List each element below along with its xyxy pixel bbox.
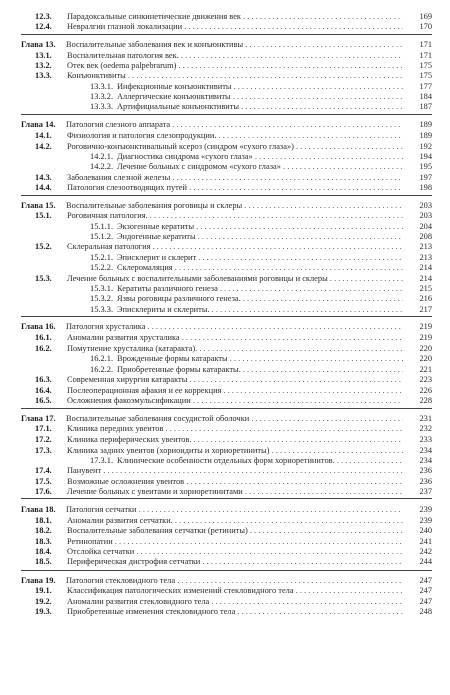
page-number: 203	[419, 201, 432, 210]
toc-entry-row[interactable]	[0, 354, 450, 364]
entry-title: Аномалии развития сетчатки. . . .	[67, 516, 403, 526]
page-number: 239	[419, 505, 432, 514]
toc-chapter-row[interactable]	[0, 414, 450, 424]
page-number: 228	[419, 396, 432, 405]
page-number: 221	[419, 365, 432, 374]
page-number: 219	[419, 322, 432, 331]
section-number: 13.1.	[35, 51, 52, 60]
toc-entry-row[interactable]	[0, 557, 450, 567]
entry-title: Патология слезного аппарата . . .	[66, 120, 403, 130]
toc-entry-row[interactable]	[0, 61, 450, 71]
subsection-number: 13.3.3.	[90, 102, 114, 111]
entry-title: Приобретенные формы катаракты. . . .	[117, 365, 403, 375]
page-number: 216	[419, 294, 432, 303]
page-number: 232	[419, 424, 432, 433]
toc-entry-row[interactable]	[0, 456, 450, 466]
toc-entry-row[interactable]	[0, 22, 450, 32]
toc-entry-row[interactable]	[0, 597, 450, 607]
subsection-number: 13.3.2.	[90, 92, 114, 101]
subsection-number: 15.3.1.	[90, 284, 114, 293]
entry-title: Панувеит . . .	[67, 466, 403, 476]
entry-title: Диагностика синдрома «сухого глаза» . . .	[117, 152, 403, 162]
section-number: 12.3.	[35, 12, 52, 21]
toc-entry-row[interactable]	[0, 305, 450, 315]
toc-entry-row[interactable]	[0, 435, 450, 445]
section-number: 17.6.	[35, 487, 52, 496]
entry-title: Лечение больных с увеитами и хориоретинитами . . .	[67, 487, 403, 497]
page-number: 198	[419, 183, 432, 192]
section-number: 14.1.	[35, 131, 52, 140]
entry-title: Склеральная патология . . .	[67, 242, 403, 252]
chapter-divider	[21, 114, 432, 115]
entry-title: Конъюнктивиты . . .	[67, 71, 403, 81]
section-number: 14.3.	[35, 173, 52, 182]
entry-title: Ретинопатии . . .	[67, 537, 403, 547]
entry-title: Лечение больных с воспалительными заболеваниями роговицы и склеры . . .	[67, 274, 403, 284]
section-number: 13.2.	[35, 61, 52, 70]
entry-title: Патология слезоотводящих путей . . .	[67, 183, 403, 193]
entry-title: Экзогенные кератиты . . .	[117, 222, 403, 232]
toc-entry-row[interactable]	[0, 142, 450, 152]
page-number: 233	[419, 435, 432, 444]
entry-title: Клиника передних увеитов . . .	[67, 424, 403, 434]
toc-entry-row[interactable]	[0, 263, 450, 273]
toc-entry-row[interactable]	[0, 516, 450, 526]
toc-entry-row[interactable]	[0, 446, 450, 456]
page-number: 237	[419, 487, 432, 496]
subsection-number: 15.1.2.	[90, 232, 114, 241]
toc-entry-row[interactable]	[0, 82, 450, 92]
section-number: 17.4.	[35, 466, 52, 475]
page-number: 220	[419, 344, 432, 353]
page-number: 175	[419, 71, 432, 80]
entry-title: Клиника периферических увеитов. . . .	[67, 435, 403, 445]
toc-chapter-row[interactable]	[0, 40, 450, 50]
entry-title: Осложнения факоэмульсификации . . .	[67, 396, 403, 406]
page-number: 247	[419, 597, 432, 606]
page-number: 187	[419, 102, 432, 111]
subsection-number: 15.3.3.	[90, 305, 114, 314]
toc-entry-row[interactable]	[0, 51, 450, 61]
page-number: 223	[419, 375, 432, 384]
toc-entry-row[interactable]	[0, 375, 450, 385]
toc-entry-row[interactable]	[0, 386, 450, 396]
page-number: 226	[419, 386, 432, 395]
section-number: 16.5.	[35, 396, 52, 405]
page-number: 175	[419, 61, 432, 70]
toc-entry-row[interactable]	[0, 183, 450, 193]
section-number: 17.1.	[35, 424, 52, 433]
page-number: 170	[419, 22, 432, 31]
section-number: 18.1.	[35, 516, 52, 525]
entry-title: Современная хирургия катаракты . . .	[67, 375, 403, 385]
chapter-number: Глава 17.	[21, 414, 56, 423]
entry-title: Послеоперационная афакия и ее коррекция . . .	[67, 386, 403, 396]
toc-chapter-row[interactable]	[0, 201, 450, 211]
toc-entry-row[interactable]	[0, 242, 450, 252]
page-number: 197	[419, 173, 432, 182]
entry-title: Инфекционные конъюнктивиты . . .	[117, 82, 403, 92]
entry-title: Склеромаляция . . .	[117, 263, 403, 273]
section-number: 19.3.	[35, 607, 52, 616]
chapter-number: Глава 15.	[21, 201, 56, 210]
page-number: 247	[419, 586, 432, 595]
chapter-number: Глава 19.	[21, 576, 56, 585]
section-number: 18.3.	[35, 537, 52, 546]
entry-title: Воспалительные заболевания сетчатки (ретиниты) . . .	[67, 526, 403, 536]
entry-title: Помутнение хрусталика (катаракта). . . .	[67, 344, 403, 354]
page-number: 177	[419, 82, 432, 91]
toc-entry-row[interactable]	[0, 607, 450, 617]
section-number: 17.2.	[35, 435, 52, 444]
chapter-number: Глава 18.	[21, 505, 56, 514]
entry-title: Врожденные формы катаракты . . .	[117, 354, 403, 364]
entry-title: Аномалии развития хрусталика . . .	[67, 333, 403, 343]
section-number: 18.4.	[35, 547, 52, 556]
page-number: 231	[419, 414, 432, 423]
page-number: 236	[419, 466, 432, 475]
toc-entry-row[interactable]	[0, 466, 450, 476]
toc-entry-row[interactable]	[0, 162, 450, 172]
entry-title: Клинические особенности отдельных форм хориоретинитов. . . .	[117, 456, 403, 466]
section-number: 13.3.	[35, 71, 52, 80]
entry-title: Заболевания слезной железы . . .	[67, 173, 403, 183]
page-number: 240	[419, 526, 432, 535]
entry-title: Роговичная патология. . . .	[67, 211, 403, 221]
toc-entry-row[interactable]	[0, 487, 450, 497]
entry-title: Патология сетчатки . . .	[66, 505, 403, 515]
entry-title: Клиника задних увеитов (хориоидиты и хориоретиниты) . . .	[67, 446, 403, 456]
section-number: 17.5.	[35, 477, 52, 486]
page-number: 214	[419, 263, 432, 272]
section-number: 16.2.	[35, 344, 52, 353]
section-number: 16.4.	[35, 386, 52, 395]
section-number: 16.1.	[35, 333, 52, 342]
subsection-number: 16.2.1.	[90, 354, 114, 363]
toc-chapter-row[interactable]	[0, 120, 450, 130]
toc-entry-row[interactable]	[0, 477, 450, 487]
entry-title: Невралгии глазной локализации . . .	[67, 22, 403, 32]
subsection-number: 16.2.2.	[90, 365, 114, 374]
page-number: 184	[419, 92, 432, 101]
chapter-number: Глава 16.	[21, 322, 56, 331]
toc-entry-row[interactable]	[0, 152, 450, 162]
page-number: 189	[419, 131, 432, 140]
toc-chapter-row[interactable]	[0, 322, 450, 332]
page-number: 215	[419, 284, 432, 293]
page-number: 248	[419, 607, 432, 616]
page-number: 204	[419, 222, 432, 231]
entry-title: Эндогенные кератиты . . .	[117, 232, 403, 242]
section-number: 14.4.	[35, 183, 52, 192]
page-number: 220	[419, 354, 432, 363]
toc-entry-row[interactable]	[0, 274, 450, 284]
entry-title: Аномалии развития стекловидного тела . . .	[67, 597, 403, 607]
subsection-number: 15.2.1.	[90, 253, 114, 262]
page-number: 241	[419, 537, 432, 546]
toc-entry-row[interactable]	[0, 294, 450, 304]
section-number: 15.3.	[35, 274, 52, 283]
toc-entry-row[interactable]	[0, 344, 450, 354]
entry-title: Лечение больных с синдромом «сухого глаза» . . .	[117, 162, 403, 172]
page-number: 247	[419, 576, 432, 585]
entry-title: Эписклериты и склериты. . . .	[117, 305, 403, 315]
page-number: 244	[419, 557, 432, 566]
chapter-divider	[21, 195, 432, 196]
toc-entry-row[interactable]	[0, 396, 450, 406]
page-number: 217	[419, 305, 432, 314]
toc-entry-row[interactable]	[0, 211, 450, 221]
toc-entry-row[interactable]	[0, 12, 450, 22]
toc-entry-row[interactable]	[0, 547, 450, 557]
toc-entry-row[interactable]	[0, 92, 450, 102]
toc-entry-row[interactable]	[0, 365, 450, 375]
section-number: 19.1.	[35, 586, 52, 595]
entry-title: Возможные осложнения увеитов . . .	[67, 477, 403, 487]
entry-title: Язвы роговицы различного генеза. . . .	[117, 294, 403, 304]
entry-title: Физиология и патология слезопродукции. . . .	[67, 131, 403, 141]
entry-title: Артифициальные конъюнктивиты . . .	[117, 102, 403, 112]
toc-entry-row[interactable]	[0, 526, 450, 536]
toc-entry-row[interactable]	[0, 131, 450, 141]
chapter-divider	[21, 408, 432, 409]
subsection-number: 17.3.1.	[90, 456, 114, 465]
page-number: 213	[419, 242, 432, 251]
entry-title: Патология стекловидного тела . . .	[66, 576, 403, 586]
subsection-number: 15.3.2.	[90, 294, 114, 303]
subsection-number: 15.2.2.	[90, 263, 114, 272]
page-number: 194	[419, 152, 432, 161]
page-number: 214	[419, 274, 432, 283]
entry-title: Аллергические конъюнктивиты . . .	[117, 92, 403, 102]
chapter-number: Глава 14.	[21, 120, 56, 129]
section-number: 19.2.	[35, 597, 52, 606]
toc-entry-row[interactable]	[0, 222, 450, 232]
page-number: 169	[419, 12, 432, 21]
chapter-divider	[21, 316, 432, 317]
entry-title: Воспалительные заболевания роговицы и склеры . . .	[66, 201, 403, 211]
entry-title: Воспалительные заболевания век и конъюнктивы . . .	[66, 40, 403, 50]
section-number: 14.2.	[35, 142, 52, 151]
page-number: 171	[419, 51, 432, 60]
page-number: 236	[419, 477, 432, 486]
toc-entry-row[interactable]	[0, 586, 450, 596]
chapter-divider	[21, 570, 432, 571]
page-number: 203	[419, 211, 432, 220]
page-number: 219	[419, 333, 432, 342]
page-number: 189	[419, 120, 432, 129]
subsection-number: 15.1.1.	[90, 222, 114, 231]
section-number: 16.3.	[35, 375, 52, 384]
chapter-number: Глава 13.	[21, 40, 56, 49]
chapter-divider	[21, 34, 432, 35]
entry-title: Отслойка сетчатки . . .	[67, 547, 403, 557]
entry-title: Воспалительная патология век. . . .	[67, 51, 403, 61]
entry-title: Приобретенные изменения стекловидного тела . . .	[67, 607, 403, 617]
entry-title: Роговично-конъюнктивальный ксероз (синдром «сухого глаза») . . .	[67, 142, 403, 152]
page-number: 213	[419, 253, 432, 262]
toc-chapter-row[interactable]	[0, 505, 450, 515]
entry-title: Патология хрусталика . . .	[66, 322, 403, 332]
toc-entry-row[interactable]	[0, 333, 450, 343]
section-number: 17.3.	[35, 446, 52, 455]
page-number: 234	[419, 446, 432, 455]
entry-title: Отек век (oedema palpebrarum) . . .	[67, 61, 403, 71]
page-number: 208	[419, 232, 432, 241]
page-number: 195	[419, 162, 432, 171]
toc-entry-row[interactable]	[0, 71, 450, 81]
toc-entry-row[interactable]	[0, 284, 450, 294]
subsection-number: 14.2.1.	[90, 152, 114, 161]
chapter-divider	[21, 498, 432, 499]
toc-entry-row[interactable]	[0, 424, 450, 434]
entry-title: Парадоксальные синкинетические движения век . . .	[67, 12, 403, 22]
subsection-number: 14.2.2.	[90, 162, 114, 171]
section-number: 18.5.	[35, 557, 52, 566]
toc-entry-row[interactable]	[0, 232, 450, 242]
page-number: 234	[419, 456, 432, 465]
entry-title: Эписклерит и склерит . . .	[117, 253, 403, 263]
page-number: 239	[419, 516, 432, 525]
toc-entry-row[interactable]	[0, 253, 450, 263]
subsection-number: 13.3.1.	[90, 82, 114, 91]
toc-entry-row[interactable]	[0, 102, 450, 112]
section-number: 15.2.	[35, 242, 52, 251]
entry-title: Периферическая дистрофия сетчатки . . .	[67, 557, 403, 567]
section-number: 12.4.	[35, 22, 52, 31]
page-number: 171	[419, 40, 432, 49]
page-number: 192	[419, 142, 432, 151]
section-number: 15.1.	[35, 211, 52, 220]
entry-title: Кератиты различного генеза . . .	[117, 284, 403, 294]
entry-title: Воспалительные заболевания сосудистой оболочки . . .	[66, 414, 403, 424]
section-number: 18.2.	[35, 526, 52, 535]
toc-entry-row[interactable]	[0, 173, 450, 183]
page-number: 242	[419, 547, 432, 556]
toc-entry-row[interactable]	[0, 537, 450, 547]
toc-chapter-row[interactable]	[0, 576, 450, 586]
entry-title: Классификация патологических изменений стекловидного тела . . .	[67, 586, 403, 596]
